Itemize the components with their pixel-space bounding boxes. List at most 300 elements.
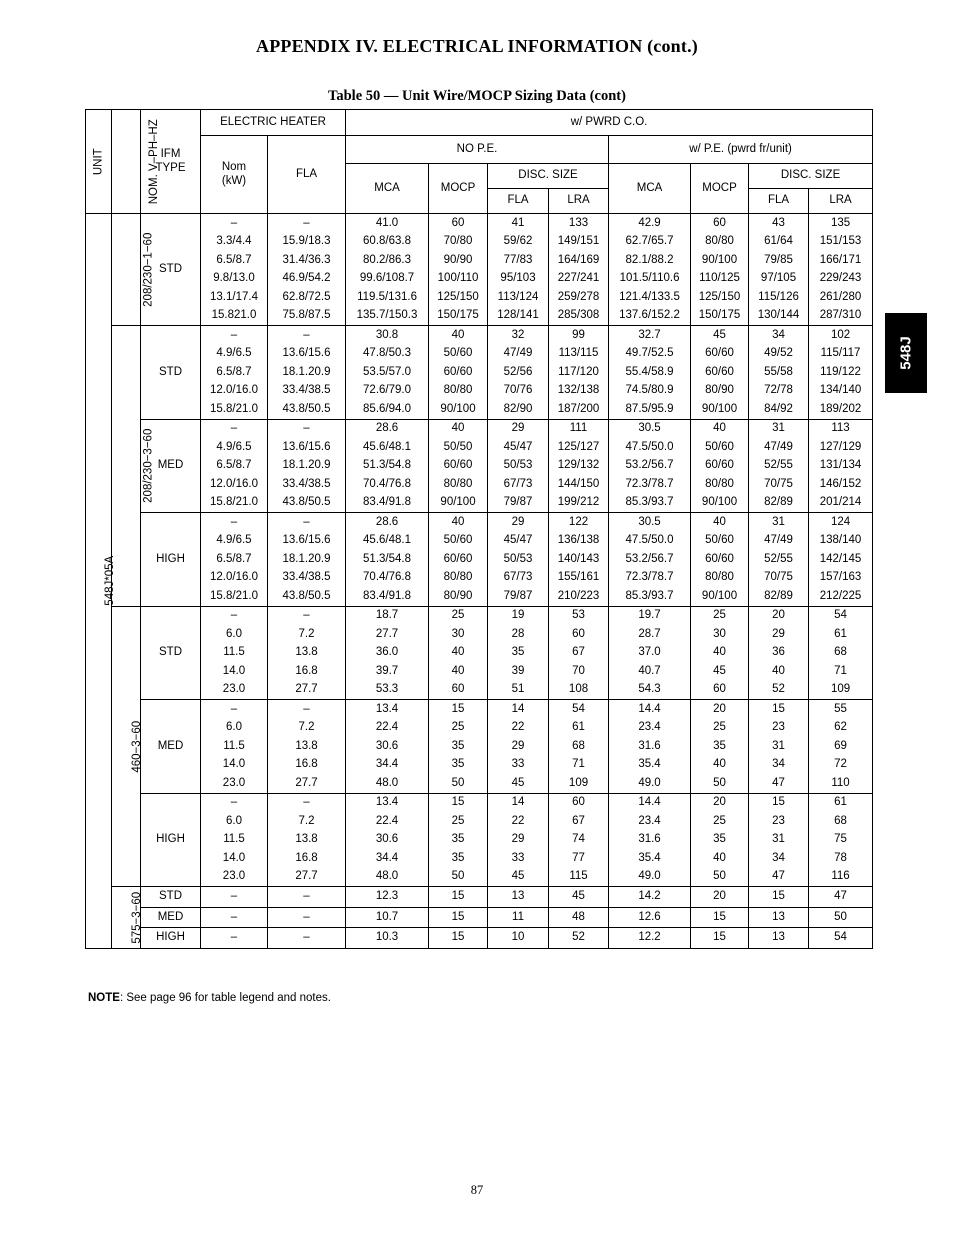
table-cell: 134/140: [809, 382, 873, 401]
table-row: [86, 532, 873, 551]
table-row: [86, 887, 873, 908]
table-cell: 23.4: [609, 812, 691, 831]
table-cell: 117/120: [549, 363, 609, 382]
table-cell: 11.5: [201, 644, 268, 663]
table-cell: 40.7: [609, 662, 691, 681]
table-cell: 166/171: [809, 251, 873, 270]
table-cell: 140/143: [549, 550, 609, 569]
table-cell: 71: [809, 662, 873, 681]
table-cell: 31.6: [609, 737, 691, 756]
table-cell: 50/50: [429, 438, 488, 457]
table-cell: 113/124: [488, 288, 549, 307]
table-cell: 14.0: [201, 662, 268, 681]
table-cell: 39.7: [346, 662, 429, 681]
table-cell: 210/223: [549, 587, 609, 606]
table-cell: 99.6/108.7: [346, 270, 429, 289]
table-cell: 47/49: [749, 532, 809, 551]
table-cell: 80.2/86.3: [346, 251, 429, 270]
table-cell: 47/49: [749, 438, 809, 457]
header-ifm-type: IFM TYPE: [141, 110, 201, 214]
table-cell: 45/47: [488, 438, 549, 457]
table-cell: 40: [429, 644, 488, 663]
header-nom-kw: Nom (kW): [201, 136, 268, 214]
table-cell: 54: [809, 606, 873, 625]
table-cell: 12.0/16.0: [201, 569, 268, 588]
table-cell: 28.6: [346, 419, 429, 438]
header-no-pe-disc-size: DISC. SIZE: [488, 164, 609, 189]
ifm-type-cell: HIGH: [141, 793, 201, 887]
voltage-cell: 208/230−3−60: [112, 326, 141, 607]
ifm-type-cell: MED: [141, 907, 201, 928]
table-cell: 14: [488, 793, 549, 812]
table-cell: 15.9/18.3: [268, 233, 346, 252]
table-cell: 50/60: [691, 532, 749, 551]
table-row: [86, 438, 873, 457]
table-cell: 82/89: [749, 587, 809, 606]
table-row: [86, 681, 873, 700]
table-cell: 79/85: [749, 251, 809, 270]
table-cell: 49.7/52.5: [609, 345, 691, 364]
table-cell: 20: [691, 793, 749, 812]
table-cell: –: [268, 214, 346, 233]
table-row: [86, 662, 873, 681]
header-pe-disc-size: DISC. SIZE: [749, 164, 873, 189]
table-cell: 70/75: [749, 569, 809, 588]
table-cell: 60/60: [691, 457, 749, 476]
table-cell: 14.4: [609, 793, 691, 812]
table-cell: 67: [549, 644, 609, 663]
table-cell: 11.5: [201, 831, 268, 850]
table-cell: 157/163: [809, 569, 873, 588]
table-cell: 47.5/50.0: [609, 532, 691, 551]
table-cell: 29: [488, 737, 549, 756]
header-pwrd-co: w/ PWRD C.O.: [346, 110, 873, 136]
table-cell: 95/103: [488, 270, 549, 289]
table-cell: 80/80: [429, 475, 488, 494]
table-cell: 13: [749, 907, 809, 928]
table-cell: 36: [749, 644, 809, 663]
unit-cell: 548J*05A: [86, 214, 112, 949]
table-cell: 122: [549, 513, 609, 532]
table-cell: 199/212: [549, 494, 609, 513]
table-cell: 22: [488, 719, 549, 738]
table-row: [86, 625, 873, 644]
table-row: [86, 363, 873, 382]
table-cell: 7.2: [268, 625, 346, 644]
table-cell: 33: [488, 849, 549, 868]
table-cell: 62: [809, 719, 873, 738]
table-cell: –: [201, 326, 268, 345]
table-cell: 35: [429, 756, 488, 775]
table-cell: 149/151: [549, 233, 609, 252]
wire-mocp-table: [85, 109, 873, 949]
table-cell: 61: [809, 625, 873, 644]
table-cell: 25: [691, 719, 749, 738]
table-cell: 29: [488, 419, 549, 438]
table-cell: 53.5/57.0: [346, 363, 429, 382]
table-cell: 23: [749, 812, 809, 831]
table-cell: 33.4/38.5: [268, 569, 346, 588]
table-row: [86, 849, 873, 868]
table-cell: 12.6: [609, 907, 691, 928]
table-cell: 229/243: [809, 270, 873, 289]
table-cell: 129/132: [549, 457, 609, 476]
table-cell: 6.0: [201, 625, 268, 644]
table-cell: 6.5/8.7: [201, 457, 268, 476]
table-cell: 90/90: [429, 251, 488, 270]
table-cell: 55: [809, 700, 873, 719]
table-cell: 50: [691, 868, 749, 887]
table-cell: 136/138: [549, 532, 609, 551]
header-no-pe: NO P.E.: [346, 136, 609, 164]
table-cell: 15.8/21.0: [201, 587, 268, 606]
table-cell: 52/55: [749, 550, 809, 569]
table-cell: 90/100: [691, 251, 749, 270]
table-row: [86, 719, 873, 738]
table-cell: 23.0: [201, 774, 268, 793]
table-cell: 80/80: [691, 475, 749, 494]
table-row: [86, 513, 873, 532]
table-cell: 33.4/38.5: [268, 382, 346, 401]
table-cell: 40: [691, 756, 749, 775]
table-cell: 115: [549, 868, 609, 887]
table-cell: 19.7: [609, 606, 691, 625]
table-cell: 31: [749, 831, 809, 850]
table-cell: 60/60: [691, 345, 749, 364]
table-cell: –: [268, 606, 346, 625]
table-cell: 135: [809, 214, 873, 233]
table-cell: –: [268, 326, 346, 345]
table-cell: 25: [429, 812, 488, 831]
table-cell: 259/278: [549, 288, 609, 307]
table-row: [86, 233, 873, 252]
table-row: [86, 307, 873, 326]
table-cell: 19: [488, 606, 549, 625]
table-cell: 75: [809, 831, 873, 850]
table-row: [86, 419, 873, 438]
table-cell: 13.1/17.4: [201, 288, 268, 307]
ifm-type-cell: MED: [141, 700, 201, 794]
table-row: [86, 251, 873, 270]
table-cell: 102: [809, 326, 873, 345]
ifm-type-cell: STD: [141, 326, 201, 420]
table-cell: 68: [809, 644, 873, 663]
table-row: [86, 587, 873, 606]
table-cell: 61: [809, 793, 873, 812]
table-cell: 54.3: [609, 681, 691, 700]
table-cell: 48.0: [346, 774, 429, 793]
table-cell: 12.2: [609, 928, 691, 949]
table-cell: 25: [429, 719, 488, 738]
table-cell: 49.0: [609, 774, 691, 793]
table-cell: 13.6/15.6: [268, 345, 346, 364]
table-cell: 52/56: [488, 363, 549, 382]
page-title: APPENDIX IV. ELECTRICAL INFORMATION (cont.): [256, 36, 698, 56]
table-row: [86, 550, 873, 569]
header-heater-fla: FLA: [268, 136, 346, 214]
table-cell: 60.8/63.8: [346, 233, 429, 252]
ifm-type-cell: STD: [141, 606, 201, 700]
table-cell: 30: [691, 625, 749, 644]
table-cell: 67/73: [488, 475, 549, 494]
table-cell: 62.7/65.7: [609, 233, 691, 252]
ifm-type-cell: HIGH: [141, 513, 201, 607]
table-cell: 50: [429, 868, 488, 887]
table-cell: 52/55: [749, 457, 809, 476]
table-cell: 43.8/50.5: [268, 400, 346, 419]
page-number: 87: [470, 1183, 484, 1197]
table-cell: 15: [691, 928, 749, 949]
table-cell: 20: [749, 606, 809, 625]
table-cell: 155/161: [549, 569, 609, 588]
header-unit: UNIT: [86, 110, 112, 214]
table-cell: 35: [691, 831, 749, 850]
table-cell: 15: [429, 700, 488, 719]
table-cell: 15.8/21.0: [201, 400, 268, 419]
table-cell: 30.6: [346, 831, 429, 850]
table-cell: 27.7: [268, 774, 346, 793]
header-voltage: NOM. V–PH–HZ: [112, 110, 141, 214]
table-cell: 31.6: [609, 831, 691, 850]
header-pe-mca: MCA: [609, 164, 691, 214]
table-cell: 40: [749, 662, 809, 681]
table-cell: 13.4: [346, 793, 429, 812]
table-cell: 30.5: [609, 419, 691, 438]
table-cell: 45: [691, 326, 749, 345]
table-cell: 138/140: [809, 532, 873, 551]
table-cell: 31: [749, 737, 809, 756]
table-cell: 113/115: [549, 345, 609, 364]
table-row: [86, 214, 873, 233]
table-cell: 125/150: [691, 288, 749, 307]
header-no-pe-disc-fla: FLA: [488, 189, 549, 214]
table-cell: 23.0: [201, 868, 268, 887]
table-cell: 101.5/110.6: [609, 270, 691, 289]
table-cell: –: [201, 513, 268, 532]
table-cell: 27.7: [268, 681, 346, 700]
table-cell: 85.6/94.0: [346, 400, 429, 419]
table-cell: 83.4/91.8: [346, 587, 429, 606]
table-cell: 35: [429, 831, 488, 850]
table-cell: 125/150: [429, 288, 488, 307]
table-cell: 142/145: [809, 550, 873, 569]
table-note: [88, 992, 331, 1004]
table-cell: 50/53: [488, 457, 549, 476]
table-cell: 40: [691, 419, 749, 438]
table-cell: 29: [488, 831, 549, 850]
table-cell: 70/76: [488, 382, 549, 401]
table-cell: 131/134: [809, 457, 873, 476]
table-cell: 144/150: [549, 475, 609, 494]
table-cell: 187/200: [549, 400, 609, 419]
table-cell: 29: [749, 625, 809, 644]
table-cell: 31.4/36.3: [268, 251, 346, 270]
table-cell: 32: [488, 326, 549, 345]
table-cell: –: [201, 606, 268, 625]
header-pe-disc-fla: FLA: [749, 189, 809, 214]
table-cell: 108: [549, 681, 609, 700]
table-cell: 55/58: [749, 363, 809, 382]
table-cell: 124: [809, 513, 873, 532]
table-cell: 72.3/78.7: [609, 569, 691, 588]
table-cell: 115/117: [809, 345, 873, 364]
table-cell: 10.3: [346, 928, 429, 949]
table-cell: 70.4/76.8: [346, 475, 429, 494]
table-cell: 78: [809, 849, 873, 868]
table-cell: 14.4: [609, 700, 691, 719]
table-cell: 10.7: [346, 907, 429, 928]
table-cell: 87.5/95.9: [609, 400, 691, 419]
table-cell: 40: [429, 662, 488, 681]
table-cell: 18.1.20.9: [268, 550, 346, 569]
table-cell: 25: [691, 606, 749, 625]
table-cell: 97/105: [749, 270, 809, 289]
table-cell: 15: [429, 887, 488, 908]
table-cell: 35: [429, 737, 488, 756]
table-cell: 35.4: [609, 849, 691, 868]
table-cell: 84/92: [749, 400, 809, 419]
table-cell: 82.1/88.2: [609, 251, 691, 270]
table-cell: 128/141: [488, 307, 549, 326]
table-cell: 113: [809, 419, 873, 438]
table-cell: 15: [749, 887, 809, 908]
table-cell: 125/127: [549, 438, 609, 457]
table-row: [86, 606, 873, 625]
table-cell: 45.6/48.1: [346, 438, 429, 457]
table-row: [86, 928, 873, 949]
table-cell: 41: [488, 214, 549, 233]
table-cell: 30.6: [346, 737, 429, 756]
table-cell: 23: [749, 719, 809, 738]
table-cell: 70.4/76.8: [346, 569, 429, 588]
table-cell: 47: [809, 887, 873, 908]
table-cell: 261/280: [809, 288, 873, 307]
table-cell: 6.5/8.7: [201, 251, 268, 270]
table-cell: –: [268, 513, 346, 532]
table-cell: 45/47: [488, 532, 549, 551]
table-cell: 49/52: [749, 345, 809, 364]
table-cell: 7.2: [268, 812, 346, 831]
table-cell: –: [268, 700, 346, 719]
table-cell: 46.9/54.2: [268, 270, 346, 289]
table-row: [86, 737, 873, 756]
table-cell: 9.8/13.0: [201, 270, 268, 289]
table-cell: 212/225: [809, 587, 873, 606]
table-cell: 53: [549, 606, 609, 625]
table-cell: 80/80: [429, 569, 488, 588]
table-cell: –: [201, 700, 268, 719]
table-cell: 34.4: [346, 849, 429, 868]
table-cell: 70/80: [429, 233, 488, 252]
table-cell: 74: [549, 831, 609, 850]
table-cell: 227/241: [549, 270, 609, 289]
table-cell: 6.0: [201, 719, 268, 738]
table-cell: 40: [691, 849, 749, 868]
table-cell: 61: [549, 719, 609, 738]
table-row: [86, 868, 873, 887]
table-row: [86, 793, 873, 812]
table-cell: 40: [691, 513, 749, 532]
table-cell: 25: [429, 606, 488, 625]
table-cell: 6.0: [201, 812, 268, 831]
table-cell: 4.9/6.5: [201, 345, 268, 364]
table-cell: 150/175: [429, 307, 488, 326]
table-cell: 67/73: [488, 569, 549, 588]
ifm-type-cell: MED: [141, 419, 201, 513]
table-cell: 11: [488, 907, 549, 928]
table-cell: 43.8/50.5: [268, 494, 346, 513]
table-cell: 85.3/93.7: [609, 587, 691, 606]
table-cell: 13.6/15.6: [268, 532, 346, 551]
table-cell: 90/100: [691, 587, 749, 606]
table-cell: 43.8/50.5: [268, 587, 346, 606]
table-cell: 146/152: [809, 475, 873, 494]
table-cell: 71: [549, 756, 609, 775]
table-cell: 137.6/152.2: [609, 307, 691, 326]
table-cell: 68: [809, 812, 873, 831]
table-cell: 150/175: [691, 307, 749, 326]
table-cell: 83.4/91.8: [346, 494, 429, 513]
table-cell: 23.0: [201, 681, 268, 700]
table-cell: 100/110: [429, 270, 488, 289]
table-cell: 45.6/48.1: [346, 532, 429, 551]
table-cell: 18.1.20.9: [268, 457, 346, 476]
table-row: [86, 326, 873, 345]
table-cell: 79/87: [488, 494, 549, 513]
table-cell: –: [268, 907, 346, 928]
table-cell: 60: [549, 625, 609, 644]
table-cell: 70: [549, 662, 609, 681]
ifm-type-cell: STD: [141, 887, 201, 908]
table-cell: 47.5/50.0: [609, 438, 691, 457]
table-cell: 18.7: [346, 606, 429, 625]
table-cell: 109: [809, 681, 873, 700]
table-cell: 35: [691, 737, 749, 756]
table-cell: 15.8/21.0: [201, 494, 268, 513]
table-cell: 22.4: [346, 812, 429, 831]
note-text: : See page 96 for table legend and notes.: [119, 992, 331, 1004]
table-cell: 28.6: [346, 513, 429, 532]
header-no-pe-mocp: MOCP: [429, 164, 488, 214]
table-cell: 7.2: [268, 719, 346, 738]
side-tab-label: 548J: [897, 336, 915, 370]
table-cell: 16.8: [268, 756, 346, 775]
table-row: [86, 756, 873, 775]
table-cell: 119/122: [809, 363, 873, 382]
table-cell: 110/125: [691, 270, 749, 289]
table-cell: 72/78: [749, 382, 809, 401]
table-cell: 15: [429, 907, 488, 928]
table-cell: 80/80: [691, 233, 749, 252]
table-cell: 99: [549, 326, 609, 345]
table-cell: 41.0: [346, 214, 429, 233]
table-cell: 48: [549, 907, 609, 928]
table-cell: 13: [488, 887, 549, 908]
table-cell: 3.3/4.4: [201, 233, 268, 252]
table-cell: 14: [488, 700, 549, 719]
table-cell: 60: [549, 793, 609, 812]
table-cell: 45: [691, 662, 749, 681]
note-label: NOTE: [88, 992, 120, 1004]
table-cell: 16.8: [268, 662, 346, 681]
table-cell: 28.7: [609, 625, 691, 644]
table-cell: 80/80: [691, 569, 749, 588]
table-cell: 133: [549, 214, 609, 233]
header-with-pe: w/ P.E. (pwrd fr/unit): [609, 136, 873, 164]
voltage-cell: 208/230−1−60: [112, 214, 141, 326]
table-cell: 60/60: [691, 363, 749, 382]
table-cell: 67: [549, 812, 609, 831]
